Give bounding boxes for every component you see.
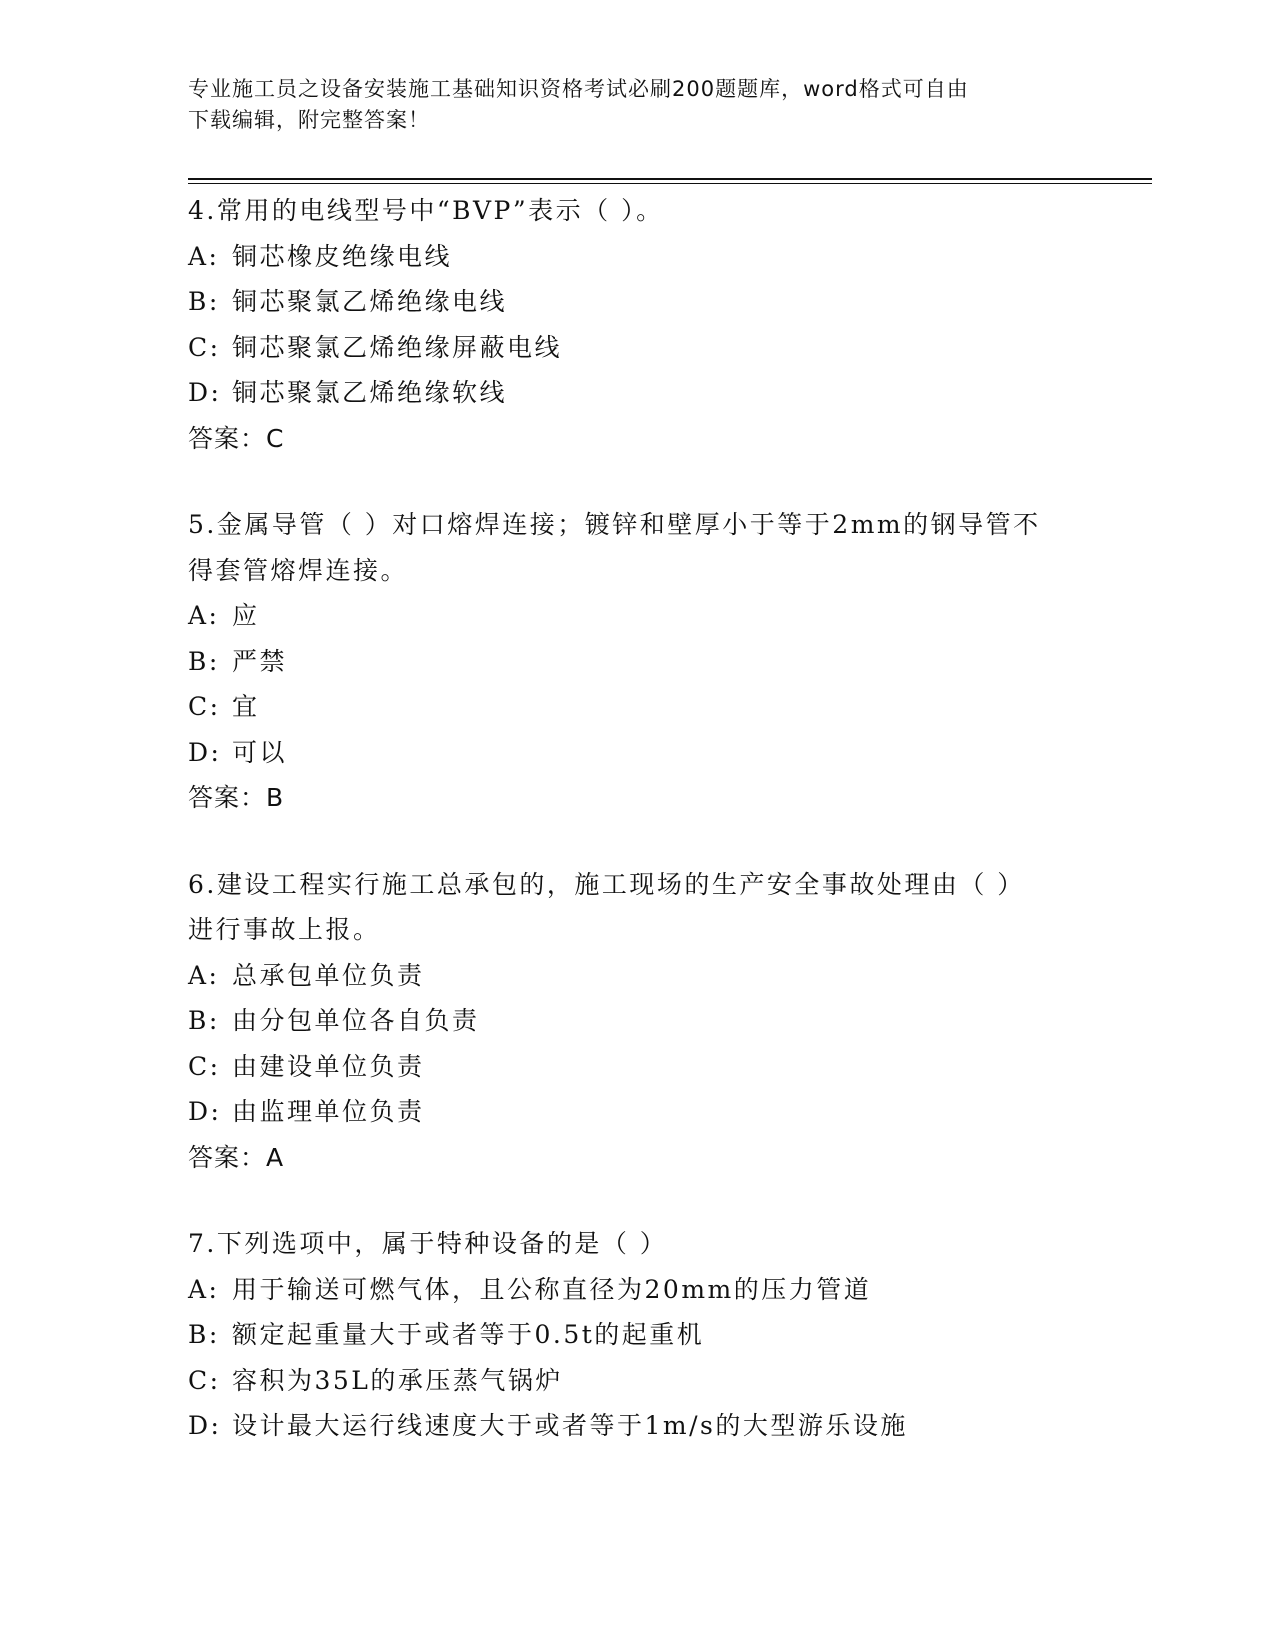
question-list xyxy=(188,188,1088,1490)
option-d xyxy=(188,1089,1088,1135)
option-key: B: xyxy=(188,1320,220,1349)
question-stem-line: 7.下列选项中，属于特种设备的是（ ） xyxy=(188,1229,668,1258)
option-key: A: xyxy=(188,960,220,990)
question-stem-line: 5.金属导管（ ）对口熔焊连接；镀锌和壁厚小于等于2mm的钢导管不 xyxy=(188,510,1041,539)
option-text: 由建设单位负责 xyxy=(232,1051,425,1081)
option-d xyxy=(188,730,1088,776)
option-key: D: xyxy=(188,1411,222,1440)
option-b xyxy=(188,1312,1088,1358)
question-item xyxy=(188,862,1088,1181)
option-key: D: xyxy=(188,737,222,767)
option-text: 可以 xyxy=(232,737,288,767)
option-text: 严禁 xyxy=(232,646,288,676)
option-c xyxy=(188,1044,1088,1090)
option-text: 用于输送可燃气体，且公称直径为20mm的压力管道 xyxy=(232,1274,872,1304)
option-a xyxy=(188,234,1088,280)
option-text: 应 xyxy=(232,601,260,630)
question-stem xyxy=(188,502,1088,593)
option-b xyxy=(188,279,1088,325)
option-key: A: xyxy=(188,1274,220,1304)
question-item xyxy=(188,502,1088,821)
option-key: B: xyxy=(188,287,220,316)
answer-line: 答案：C xyxy=(188,423,285,453)
option-d xyxy=(188,370,1088,416)
answer-line: 答案：A xyxy=(188,1142,285,1172)
option-c xyxy=(188,1358,1088,1404)
option-b xyxy=(188,639,1088,685)
option-key: C: xyxy=(188,1051,221,1081)
header-divider-thin xyxy=(188,183,1152,184)
question-stem xyxy=(188,188,1088,234)
option-key: B: xyxy=(188,646,220,676)
answer-line: 答案：B xyxy=(188,783,285,812)
option-text: 设计最大运行线速度大于或者等于1m/s的大型游乐设施 xyxy=(232,1411,908,1440)
option-text: 宜 xyxy=(232,692,260,721)
question-stem-line: 得套管熔焊连接。 xyxy=(188,555,409,585)
question-item xyxy=(188,188,1088,461)
option-b xyxy=(188,998,1088,1044)
option-text: 由监理单位负责 xyxy=(232,1097,425,1126)
option-d xyxy=(188,1403,1088,1449)
option-text: 额定起重量大于或者等于0.5t的起重机 xyxy=(232,1320,705,1349)
option-key: A: xyxy=(188,241,220,271)
option-c xyxy=(188,684,1088,730)
question-item xyxy=(188,1221,1088,1449)
header-divider-thick xyxy=(188,178,1152,180)
option-text: 铜芯聚氯乙烯绝缘电线 xyxy=(232,287,508,316)
question-stem xyxy=(188,862,1088,953)
option-key: A: xyxy=(188,601,220,630)
option-text: 由分包单位各自负责 xyxy=(232,1006,480,1035)
option-key: D: xyxy=(188,378,222,407)
question-stem xyxy=(188,1221,1088,1267)
option-key: C: xyxy=(188,332,221,362)
document-header xyxy=(188,74,1068,136)
question-stem-line: 进行事故上报。 xyxy=(188,915,381,944)
question-stem-line: 4.常用的电线型号中“BVP”表示（ ）。 xyxy=(188,196,664,225)
option-key: D: xyxy=(188,1097,222,1126)
option-a xyxy=(188,953,1088,999)
option-c xyxy=(188,325,1088,371)
question-stem-line: 6.建设工程实行施工总承包的，施工现场的生产安全事故处理由（ ） xyxy=(188,869,1025,899)
option-key: C: xyxy=(188,692,221,721)
option-text: 容积为35L的承压蒸气锅炉 xyxy=(232,1365,563,1395)
option-a xyxy=(188,1267,1088,1313)
option-text: 铜芯聚氯乙烯绝缘屏蔽电线 xyxy=(232,332,563,362)
option-a xyxy=(188,593,1088,639)
option-text: 铜芯聚氯乙烯绝缘软线 xyxy=(232,378,508,407)
option-text: 铜芯橡皮绝缘电线 xyxy=(232,241,453,271)
option-text: 总承包单位负责 xyxy=(232,960,425,990)
option-key: C: xyxy=(188,1365,221,1395)
header-line-2: 下载编辑，附完整答案！ xyxy=(188,108,430,132)
header-line-1: 专业施工员之设备安装施工基础知识资格考试必刷200题题库，word格式可自由 xyxy=(188,77,969,101)
option-key: B: xyxy=(188,1006,220,1035)
